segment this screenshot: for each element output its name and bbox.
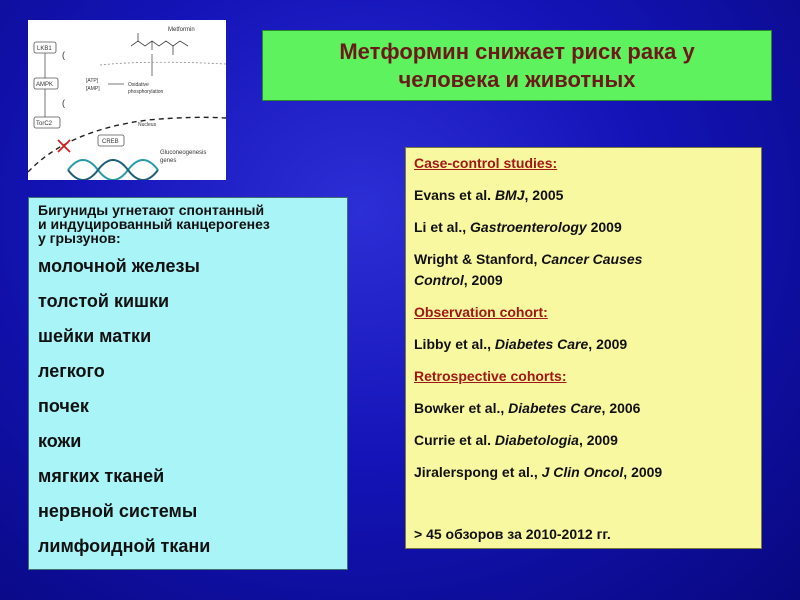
list-item: мягких тканей <box>38 466 165 486</box>
nucleus-label: Nucleus <box>138 122 157 128</box>
citation-year: , 2009 <box>623 464 663 480</box>
section-heading-case-control: Case-control studies: <box>414 155 558 171</box>
metformin-molecule <box>131 33 188 55</box>
citation-jiralerspong <box>414 463 761 481</box>
genes-label: genes <box>160 158 177 164</box>
metformin-label: Metformin <box>168 27 195 33</box>
citation-authors: Wright & Stanford, <box>414 251 542 267</box>
dna-helix-icon <box>68 160 158 180</box>
torc2-label: TorC2 <box>36 121 53 127</box>
phosphorylation-label: phosphorylation <box>128 89 164 95</box>
citation-currie <box>414 431 761 449</box>
organ-list <box>38 256 347 571</box>
citation-year: , 2009 <box>578 432 618 448</box>
citation-journal: J Clin Oncol <box>541 464 624 480</box>
mechanism-diagram <box>28 20 226 180</box>
citation-journal: Gastroenterology <box>470 219 587 235</box>
list-item: шейки матки <box>38 326 152 346</box>
list-item: лимфоидной ткани <box>38 536 211 556</box>
citation-journal: Diabetes Care <box>508 400 602 416</box>
list-item: легкого <box>38 361 105 381</box>
title-line-1: Метформин снижает риск рака у <box>339 38 695 64</box>
citation-journal: Diabetes Care <box>494 336 589 352</box>
atp-label: [ATP] <box>86 78 99 84</box>
block-x-icon <box>58 140 70 152</box>
citation-authors: Evans et al. <box>414 187 495 203</box>
citation-libby <box>414 335 761 353</box>
citation-authors: Jiralerspong et al., <box>414 464 542 480</box>
left-intro-line: у грызунов: <box>38 230 121 246</box>
gluconeogenesis-label: Gluconeogenesis <box>160 150 207 156</box>
section-heading-observation: Observation cohort: <box>414 304 548 320</box>
citation-authors: Currie et al. <box>414 432 495 448</box>
citation-authors: Bowker et al., <box>414 400 509 416</box>
list-item: нервной системы <box>38 501 198 521</box>
rodent-carcinogenesis-box <box>28 197 348 570</box>
left-intro <box>38 203 347 245</box>
citation-authors: Libby et al., <box>414 336 495 352</box>
creb-label: CREB <box>102 139 119 145</box>
citation-evans <box>414 186 761 204</box>
list-item: молочной железы <box>38 256 200 276</box>
citation-wright <box>414 250 761 268</box>
citation-year: , 2006 <box>601 400 641 416</box>
mito-boundary <box>100 62 226 65</box>
studies-box <box>405 147 762 549</box>
citation-journal: Cancer Causes <box>541 251 643 267</box>
left-intro-line: Бигуниды угнетают спонтанный <box>38 202 265 218</box>
citation-year: , 2005 <box>524 187 564 203</box>
citation-year: , 2009 <box>463 272 503 288</box>
citation-year: , 2009 <box>588 336 628 352</box>
oxidative-label: Oxidative <box>128 82 149 88</box>
citation-year: 2009 <box>586 219 622 235</box>
left-intro-line: и индуцированный канцерогенез <box>38 216 270 232</box>
ampk-label: AMPK <box>36 82 54 88</box>
lkb1-label: LKB1 <box>37 46 52 52</box>
slide-title <box>262 30 772 101</box>
list-item: кожи <box>38 431 82 451</box>
inhibit-symbol-1: ( <box>62 50 65 60</box>
citation-journal: Control <box>414 272 464 288</box>
section-heading-retrospective: Retrospective cohorts: <box>414 368 567 384</box>
citation-journal: Diabetologia <box>494 432 579 448</box>
amp-label: [AMP] <box>86 86 100 92</box>
inhibit-symbol-2: ( <box>62 98 65 108</box>
title-line-2: человека и животных <box>398 66 636 92</box>
citation-wright-cont <box>414 271 761 289</box>
citation-authors: Li et al., <box>414 219 471 235</box>
list-item: почек <box>38 396 89 416</box>
citation-li <box>414 218 761 236</box>
list-item: толстой кишки <box>38 291 170 311</box>
mechanism-diagram-svg <box>28 20 226 180</box>
citation-journal: BMJ <box>494 187 525 203</box>
reviews-summary: > 45 обзоров за 2010-2012 гг. <box>414 526 611 542</box>
citation-bowker <box>414 399 761 417</box>
